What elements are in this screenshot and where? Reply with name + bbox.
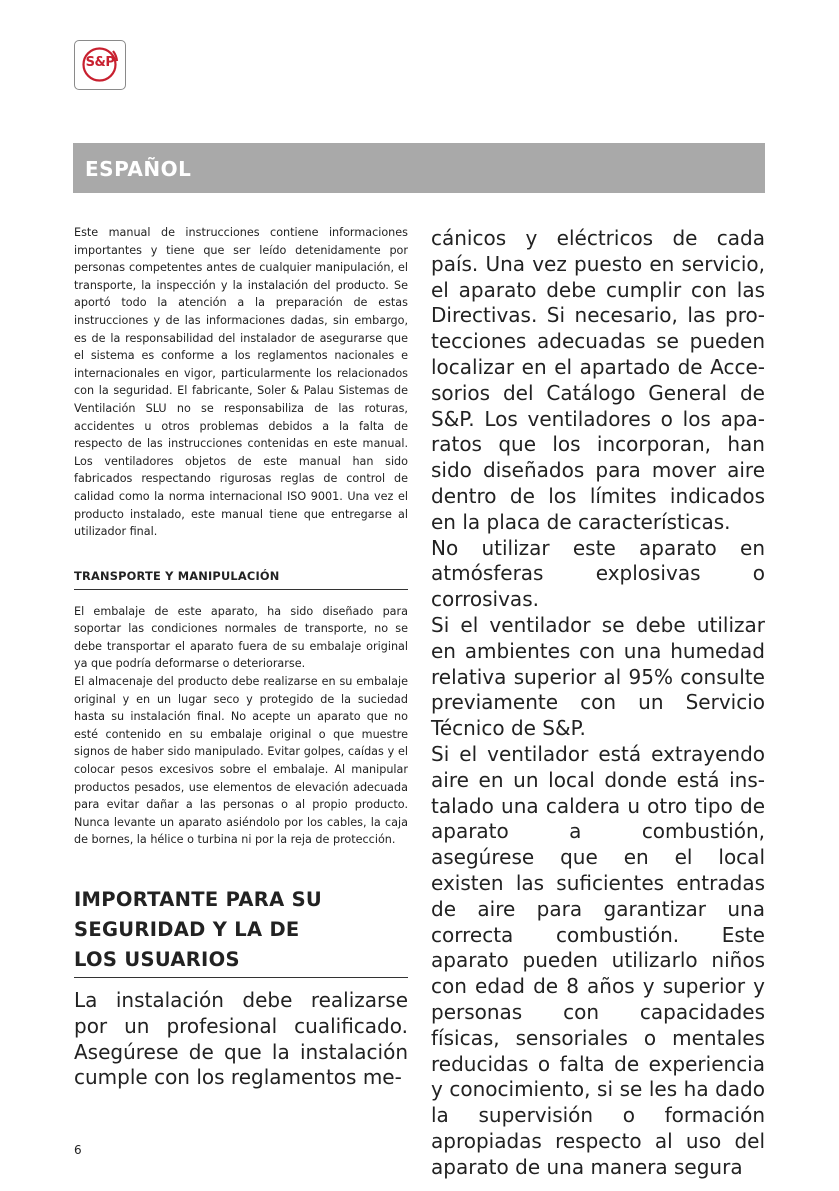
transport-paragraph-1: El embalaje de este aparato, ha sido diseñado para soportar las condiciones normales de transporte, no se debe transportar el aparato fuera de su embalaje original ya que podría deformarse o deteriorarse.: [74, 604, 408, 671]
left-column: [74, 224, 408, 1091]
section-header-band: [73, 143, 765, 193]
page-number: 6: [74, 1143, 82, 1157]
brand-logo: [74, 40, 126, 90]
right-paragraph-4: Si el ventilador está extrayendo aire en un local donde está instalado una caldera u otro tipo de aparato a combustión, asegúrese que en el local existen las suficientes entradas de aire para garantizar una correcta combustión. Este aparato pueden utilizarlo niños con edad de 8 años y superior y personas con capacidades físicas, sensoriales o mentales reducidas o falta de experiencia y conocimiento, si se les ha dado la supervisión o formación apropiadas respecto al uso del aparato de una manera segura: [431, 741, 765, 1179]
safety-heading-line-2: SEGURIDAD Y LA DE: [74, 918, 300, 941]
right-column: [431, 226, 765, 1180]
transport-paragraph-2: El almacenaje del producto debe realizarse en su embalaje original y en un lugar seco y protegido de la suciedad hasta su instalación final. No acepte un aparato que no esté contenido en su embalaje original o que muestre signos de haber sido manipulado. Evitar golpes, caídas y el colocar pesos excesivos sobre el embalaje. Al manipular productos pesados, use elementos de elevación adecuada para evitar dañar a las personas o al propio producto. Nunca levante un aparato asiéndolo por los cables, la caja de bornes, la hélice o turbina ni por la reja de protección.: [74, 675, 408, 847]
safety-heading-line-1: IMPORTANTE PARA SU: [74, 888, 323, 911]
right-paragraph-1: cánicos y eléctricos de cada país. Una vez puesto en servicio, el aparato debe cumplir con las Directivas. Si necesario, las protecciones adecuadas se pueden localizar en el apartado de Accesorios del Catálogo General de S&P. Los ventiladores o los aparatos que los incorporan, han sido diseñados para mover aire dentro de los límites indicados en la placa de características.: [431, 226, 765, 534]
intro-paragraph: Este manual de instrucciones contiene informaciones importantes y tiene que ser leído detenidamente por personas competentes antes de cualquier manipulación, el transporte, la inspección y la instalación del producto. Se aportó todo la atención a la preparación de estas instrucciones y de las informaciones dadas, sin embargo, es de la responsabilidad del instalador de asegurarse que el sistema es conforme a los reglamentos nacionales e internacionales en vigor, particularmente los relacionados con la seguridad. El fabricante, Soler & Palau Sistemas de Ventilación SLU no se responsabiliza de las roturas, accidentes u otros problemas debidos a la falta de respecto de las instrucciones contenidas en este manual. Los ventiladores objetos de este manual han sido fabricados respectando rigurosas reglas de control de calidad como la norma internacional ISO 9001. Una vez el producto instalado, este manual tiene que entregarse al utilizador final.: [74, 226, 408, 539]
right-paragraph-3: Si el ventilador se debe utilizar en ambientes con una humedad relativa superior al 95% consulte previamente con un Servicio Técnico de S&P.: [431, 612, 765, 741]
transport-heading: TRANSPORTE Y MANIPULACIÓN: [74, 569, 408, 590]
logo-text: S&P: [85, 55, 115, 70]
section-title: ESPAÑOL: [85, 157, 192, 181]
safety-heading-line-3: LOS USUARIOS: [74, 948, 240, 971]
safety-left-paragraph: La instalación debe realizarse por un profesional cualificado. Asegúrese de que la instalación cumple con los reglamentos me-: [74, 988, 408, 1090]
right-paragraph-2: No utilizar este aparato en atmósferas explosivas o corrosivas.: [431, 535, 765, 612]
safety-heading: [74, 885, 408, 978]
